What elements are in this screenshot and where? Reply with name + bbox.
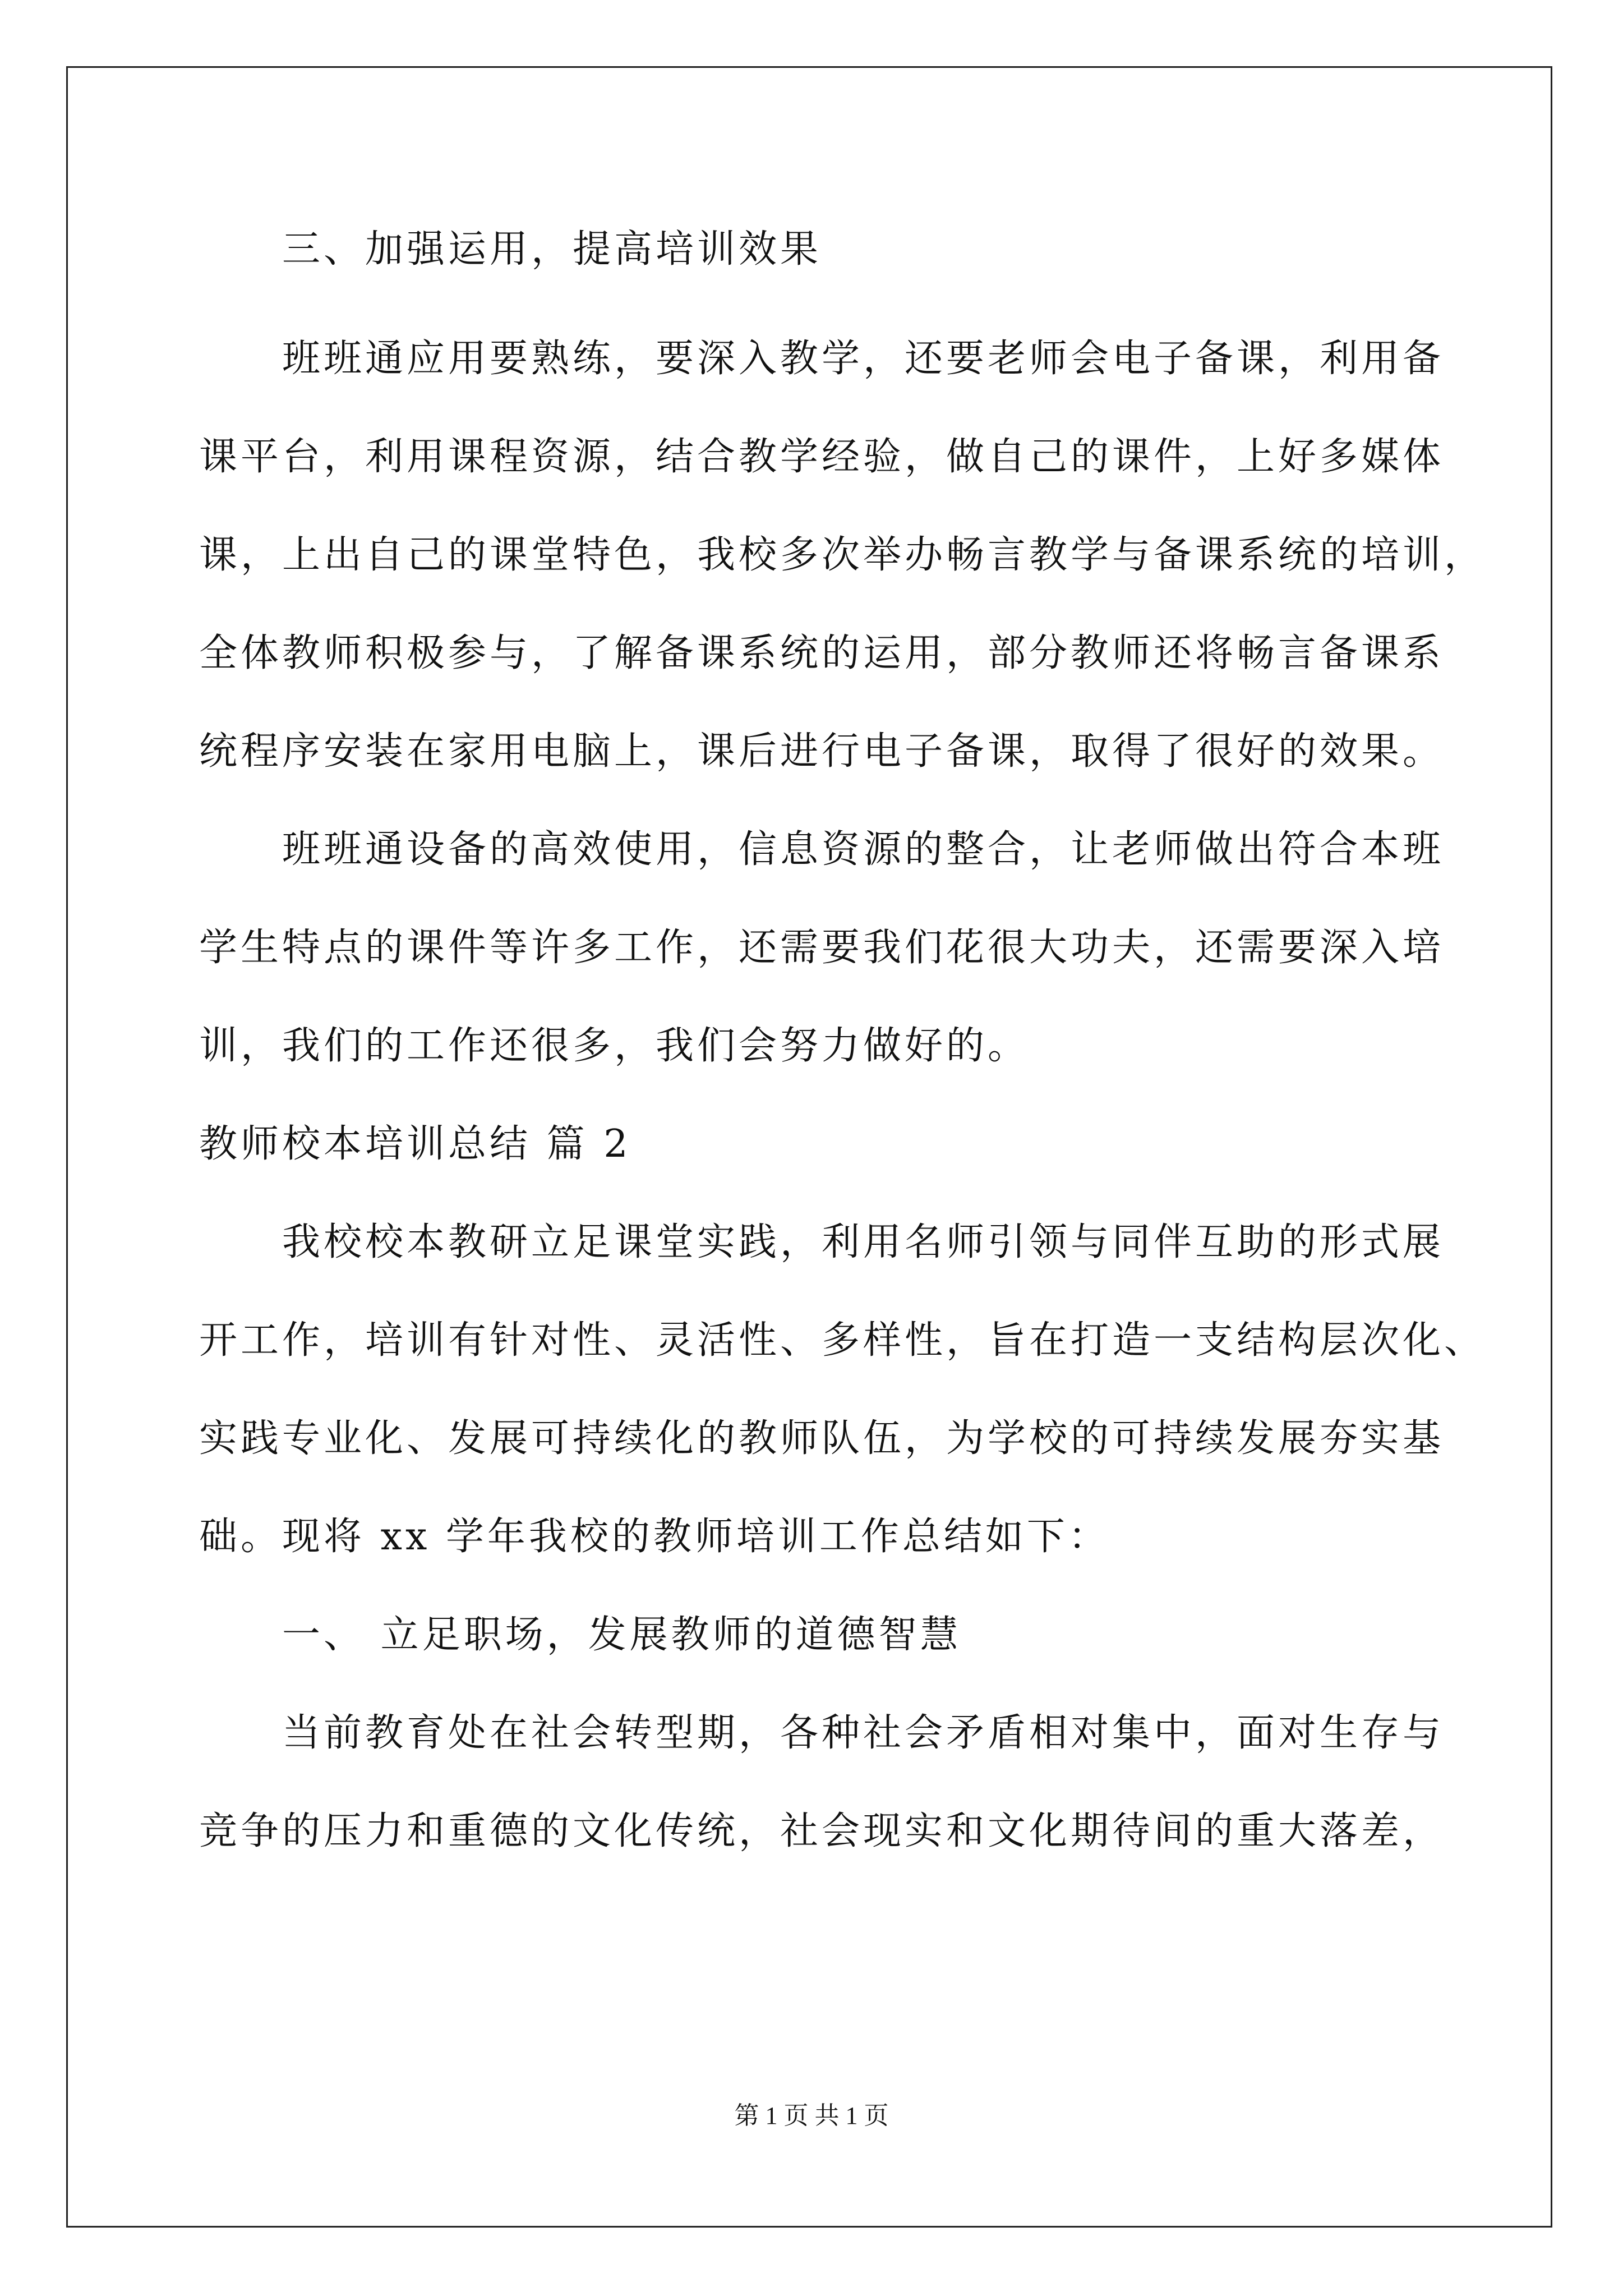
section-title: 教师校本培训总结 篇 2 [199,1122,631,1166]
paragraph-line: 竞争的压力和重德的文化传统，社会现实和文化期待间的重大落差， [199,1809,1445,1853]
paragraph-line: 开工作，培训有针对性、灵活性、多样性，旨在打造一支结构层次化、 [199,1318,1486,1363]
paragraph-line: 当前教育处在社会转型期，各种社会矛盾相对集中，面对生存与 [282,1711,1445,1755]
paragraph-line: 础。现将 xx 学年我校的教师培训工作总结如下： [199,1515,1110,1559]
page-footer: 第 1 页 共 1 页 [734,2102,889,2129]
paragraph-line: 全体教师积极参与，了解备课系统的运用，部分教师还将畅言备课系 [199,631,1445,675]
paragraph-line: 班班通应用要熟练，要深入教学，还要老师会电子备课，利用备 [282,337,1445,381]
paragraph-line: 我校校本教研立足课堂实践，利用名师引领与同伴互助的形式展 [282,1220,1445,1264]
paragraph-line: 课平台，利用课程资源，结合教学经验，做自己的课件，上好多媒体 [199,435,1445,479]
paragraph-line: 课，上出自己的课堂特色，我校多次举办畅言教学与备课系统的培训， [199,533,1486,577]
paragraph-line: 统程序安装在家用电脑上，课后进行电子备课，取得了很好的效果。 [199,729,1445,774]
paragraph-line: 班班通设备的高效使用，信息资源的整合，让老师做出符合本班 [282,827,1445,872]
section-heading-1: 一、 立足职场，发展教师的道德智慧 [282,1613,962,1657]
section-heading-3: 三、加强运用，提高培训效果 [282,227,822,272]
paragraph-line: 实践专业化、发展可持续化的教师队伍，为学校的可持续发展夯实基 [199,1416,1445,1461]
paragraph-line: 训，我们的工作还很多，我们会努力做好的。 [199,1024,1030,1068]
paragraph-line: 学生特点的课件等许多工作，还需要我们花很大功夫，还需要深入培 [199,926,1445,970]
